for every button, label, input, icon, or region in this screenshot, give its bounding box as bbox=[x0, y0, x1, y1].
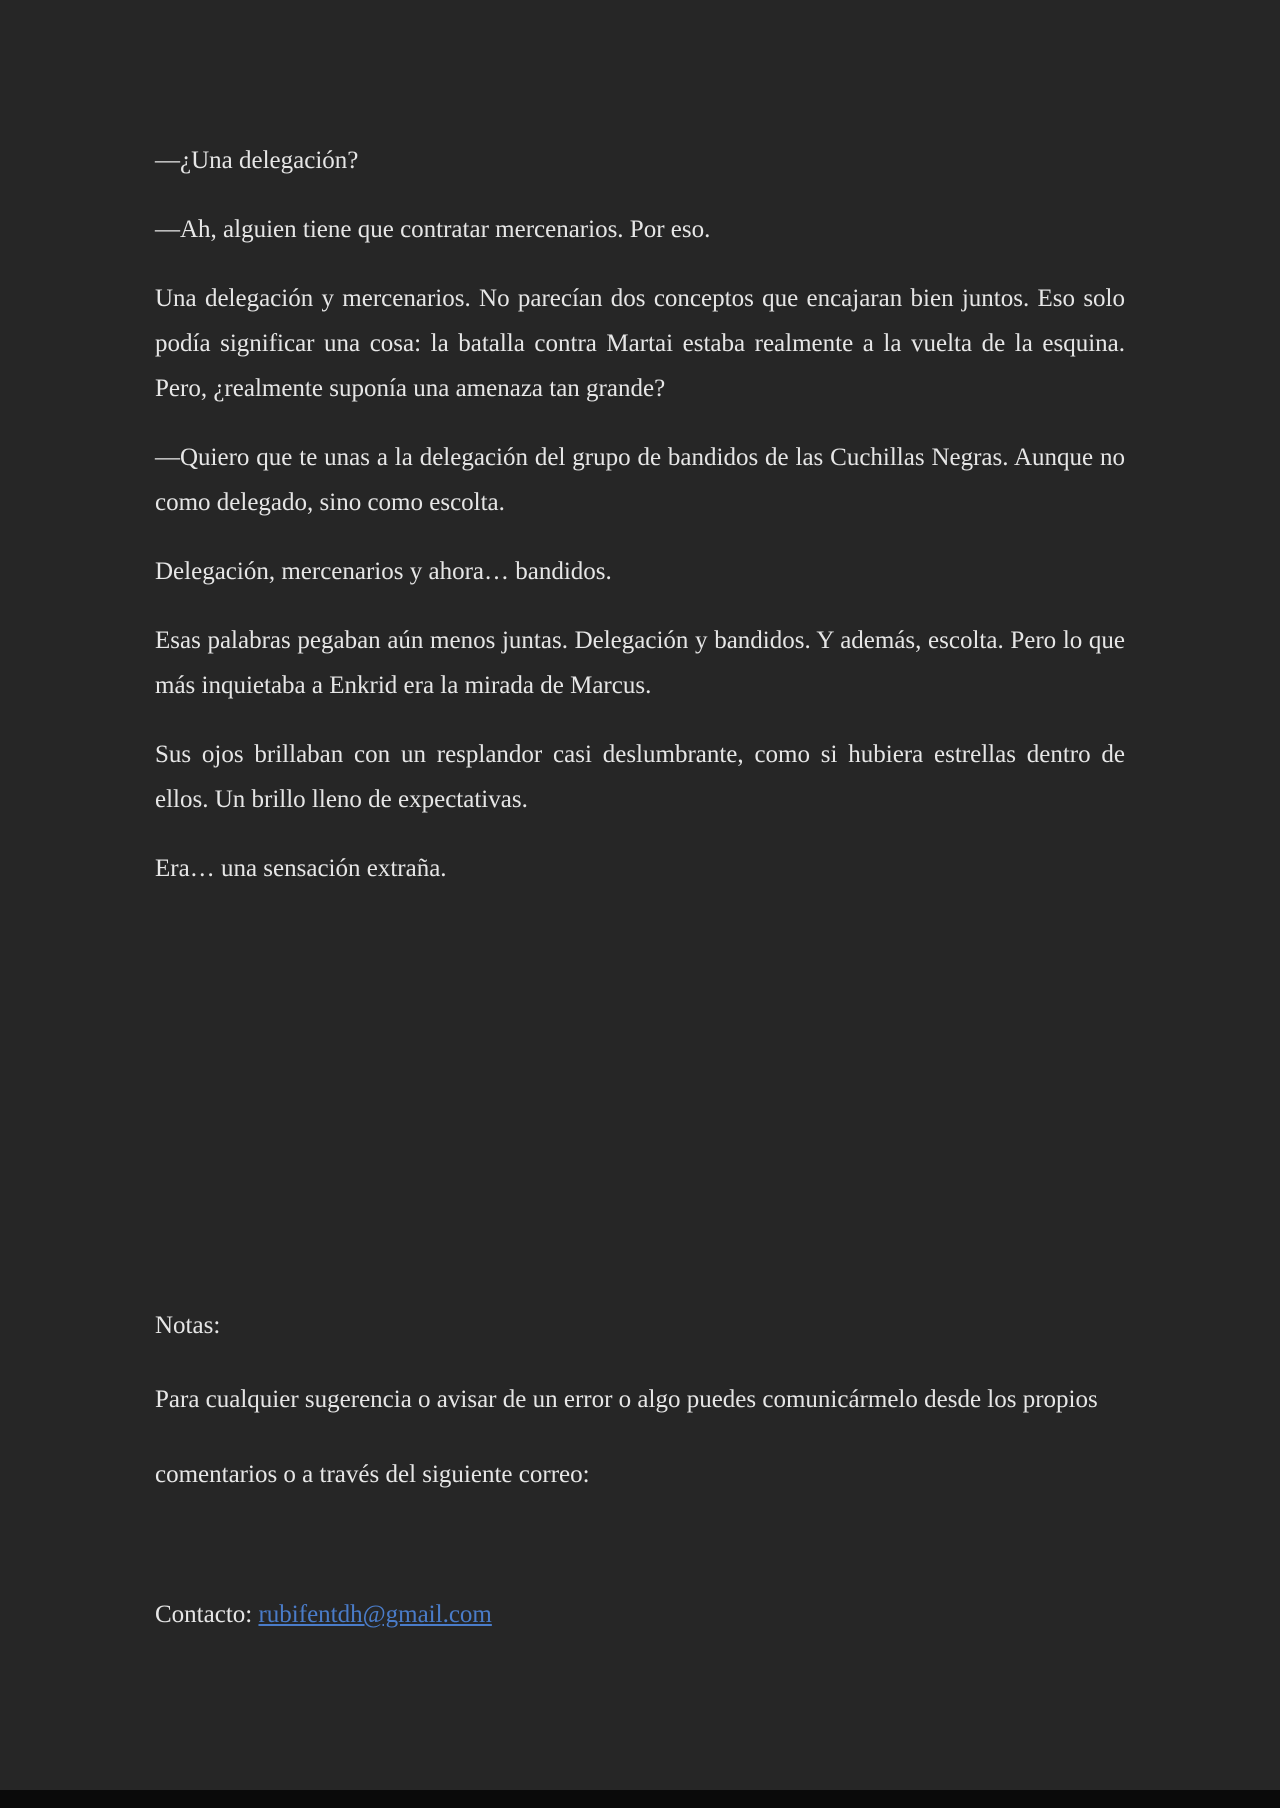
vertical-gap bbox=[155, 915, 1125, 1303]
notes-heading: Notas: bbox=[155, 1312, 221, 1339]
paragraph: Sus ojos brillaban con un resplandor casi deslumbrante, como si hubiera estrellas dentro de ellos. Un brillo lleno de expectativas. bbox=[155, 741, 1125, 813]
paragraph: Esas palabras pegaban aún menos juntas. Delegación y bandidos. Y además, escolta. Pero lo que más inquietaba a Enkrid era la mirada de Marcus. bbox=[155, 627, 1125, 699]
paragraph: Una delegación y mercenarios. No parecían dos conceptos que encajaran bien juntos. Eso solo podía significar una cosa: la batalla contra Martai estaba realmente a la vuelta de la esquina. Pero, ¿realmente suponía una amenaza tan grande? bbox=[155, 285, 1125, 402]
paragraph: Delegación, mercenarios y ahora… bandidos. bbox=[155, 558, 612, 585]
paragraph: —Ah, alguien tiene que contratar mercenarios. Por eso. bbox=[155, 216, 711, 243]
paragraph: —Quiero que te unas a la delegación del grupo de bandidos de las Cuchillas Negras. Aunque no como delegado, sino como escolta. bbox=[155, 444, 1125, 516]
story-text bbox=[155, 138, 1125, 891]
contact-line bbox=[155, 1592, 1125, 1637]
contact-label: Contacto: bbox=[155, 1601, 259, 1628]
paragraph: —¿Una delegación? bbox=[155, 147, 359, 174]
notes-text: Para cualquier sugerencia o avisar de un error o algo puedes comunicármelo desde los propios comentarios o a través del siguiente correo: bbox=[155, 1386, 1098, 1488]
translator-notes bbox=[155, 1303, 1125, 1637]
contact-email-link[interactable]: rubifentdh@gmail.com bbox=[258, 1601, 492, 1628]
paragraph: Era… una sensación extraña. bbox=[155, 855, 447, 882]
page-bottom-edge bbox=[0, 1790, 1280, 1808]
